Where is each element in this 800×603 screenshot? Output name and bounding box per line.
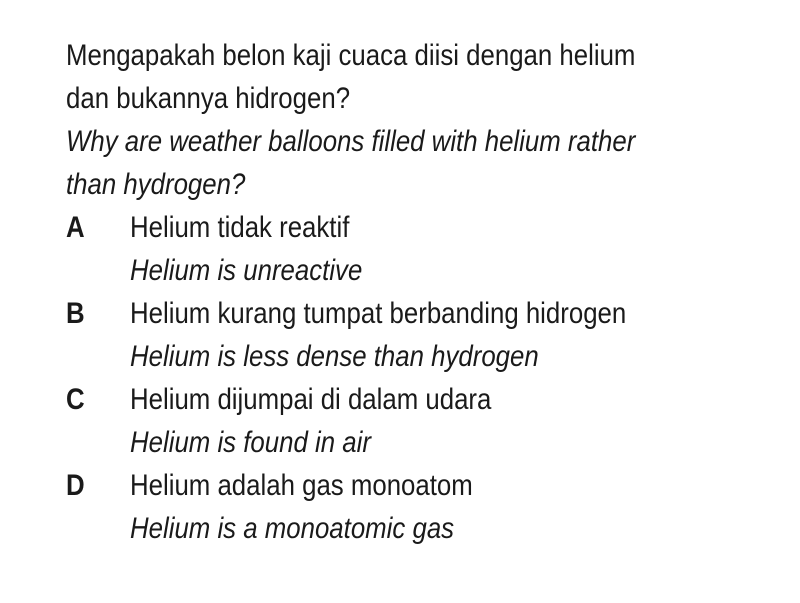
option-malay-text: Helium adalah gas monoatom [130, 469, 473, 502]
option-letter: A [66, 211, 85, 244]
option-c[interactable] [66, 378, 786, 464]
option-b[interactable] [66, 292, 786, 378]
question-malay-line-2: dan bukannya hidrogen? [66, 82, 351, 115]
option-letter: D [66, 469, 85, 502]
option-english-text: Helium is found in air [130, 426, 371, 459]
option-malay-text: Helium kurang tumpat berbanding hidrogen [130, 297, 627, 330]
option-english-text: Helium is unreactive [130, 254, 363, 287]
question-malay-line-1: Mengapakah belon kaji cuaca diisi dengan helium [66, 39, 636, 72]
question-stem [66, 34, 668, 206]
option-letter: C [66, 383, 85, 416]
option-d[interactable] [66, 464, 786, 550]
option-english-text: Helium is less dense than hydrogen [130, 340, 539, 373]
option-letter: B [66, 297, 85, 330]
option-english-text: Helium is a monoatomic gas [130, 512, 455, 545]
option-a[interactable] [66, 206, 786, 292]
answer-options [66, 206, 786, 550]
option-malay-text: Helium tidak reaktif [130, 211, 350, 244]
question-english-line-2: than hydrogen? [66, 168, 246, 201]
question-english-line-1: Why are weather balloons filled with helium rather [66, 125, 636, 158]
option-malay-text: Helium dijumpai di dalam udara [130, 383, 492, 416]
